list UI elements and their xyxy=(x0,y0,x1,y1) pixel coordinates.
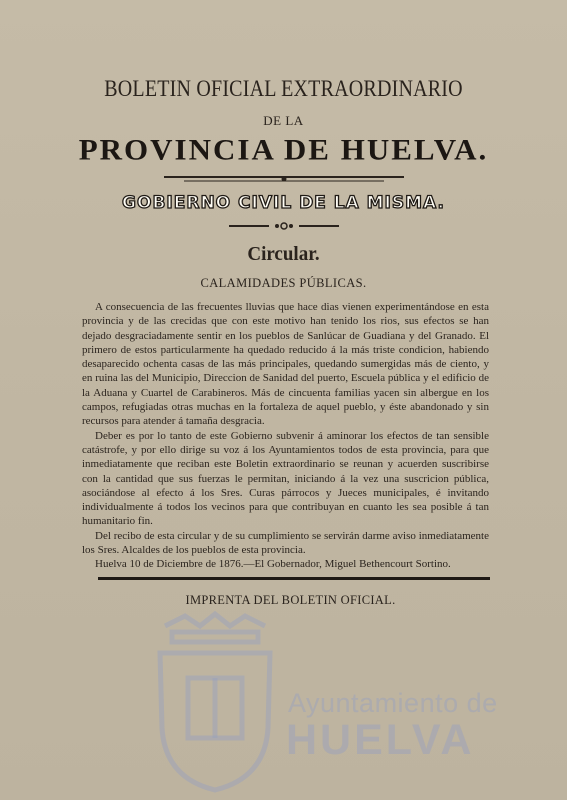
masthead-de-la: DE LA xyxy=(263,113,304,128)
signature-line: Huelva 10 de Diciembre de 1876.—El Gobernador, Miguel Bethencourt Sortino. xyxy=(95,558,451,571)
ornament-rule-top xyxy=(0,172,567,190)
circular-body xyxy=(82,300,489,572)
circular-subtitle: CALAMIDADES PÚBLICAS. xyxy=(200,276,367,290)
watermark-line-1: Ayuntamiento de xyxy=(288,688,498,718)
ornament-rule-bottom xyxy=(0,218,567,236)
masthead-province: PROVINCIA DE HUELVA. xyxy=(78,132,489,167)
footer-rule xyxy=(98,577,490,580)
printer-credit: IMPRENTA DEL BOLETIN OFICIAL. xyxy=(185,593,396,607)
gobierno-civil-heading: GOBIERNO CIVIL DE LA MISMA. xyxy=(122,193,445,213)
masthead-title: BOLETIN OFICIAL EXTRAORDINARIO xyxy=(104,76,463,102)
paragraph-2: Deber es por lo tanto de este Gobierno subvenir á aminorar los efectos de tan sensible catástrofe, y por ello dirige su voz á los Ayuntamientos todos de esta provincia, para que inmediatamente que reciban este Boletin extraordinario se reunan y acuerden suscribirse con la cantidad que sus fuerzas le permitan, iniciando á la vez una suscricion pública, asociándose al efecto á los Sres. Curas párrocos y Jueces municipales, é invitando individualmente á todos los vecinos para que contribuyan en cuanto les sea posible á tan humanitario fin. xyxy=(82,429,489,528)
circular-heading: Circular. xyxy=(247,243,320,266)
archive-watermark xyxy=(150,598,550,798)
watermark-line-2: HUELVA xyxy=(286,716,475,764)
paragraph-1: A consecuencia de las frecuentes lluvias que hace dias vienen experimentándose en esta provincia y de las crecidas que con este motivo han tenido los rios, sus efectos se han dejado desgraciadamente sentir en los pueblos de Sanlúcar de Guadiana y del Granado. El primero de estos particularmente ha quedado reducido á la más triste condicion, habiendo desaparecido ochenta casas de las más principales, quedando sumergidas más de ciento, y en ruina las del Municipio, Direccion de Sanidad del puerto, Escuela pública y el edificio de la Aduana y Cuartel de Carabineros. Más de cincuenta familias yacen sin albergue en los campos, refugiadas otras muchas en la fortaleza de aquel pueblo, y éste abandonado y sin recursos para atender á tamaña desgracia. xyxy=(82,301,489,428)
paragraph-3: Del recibo de esta circular y de su cumplimiento se servirán darme aviso inmediatamente los Sres. Alcaldes de los pueblos de esta provincia. xyxy=(82,529,489,557)
coat-of-arms-icon xyxy=(150,608,280,798)
